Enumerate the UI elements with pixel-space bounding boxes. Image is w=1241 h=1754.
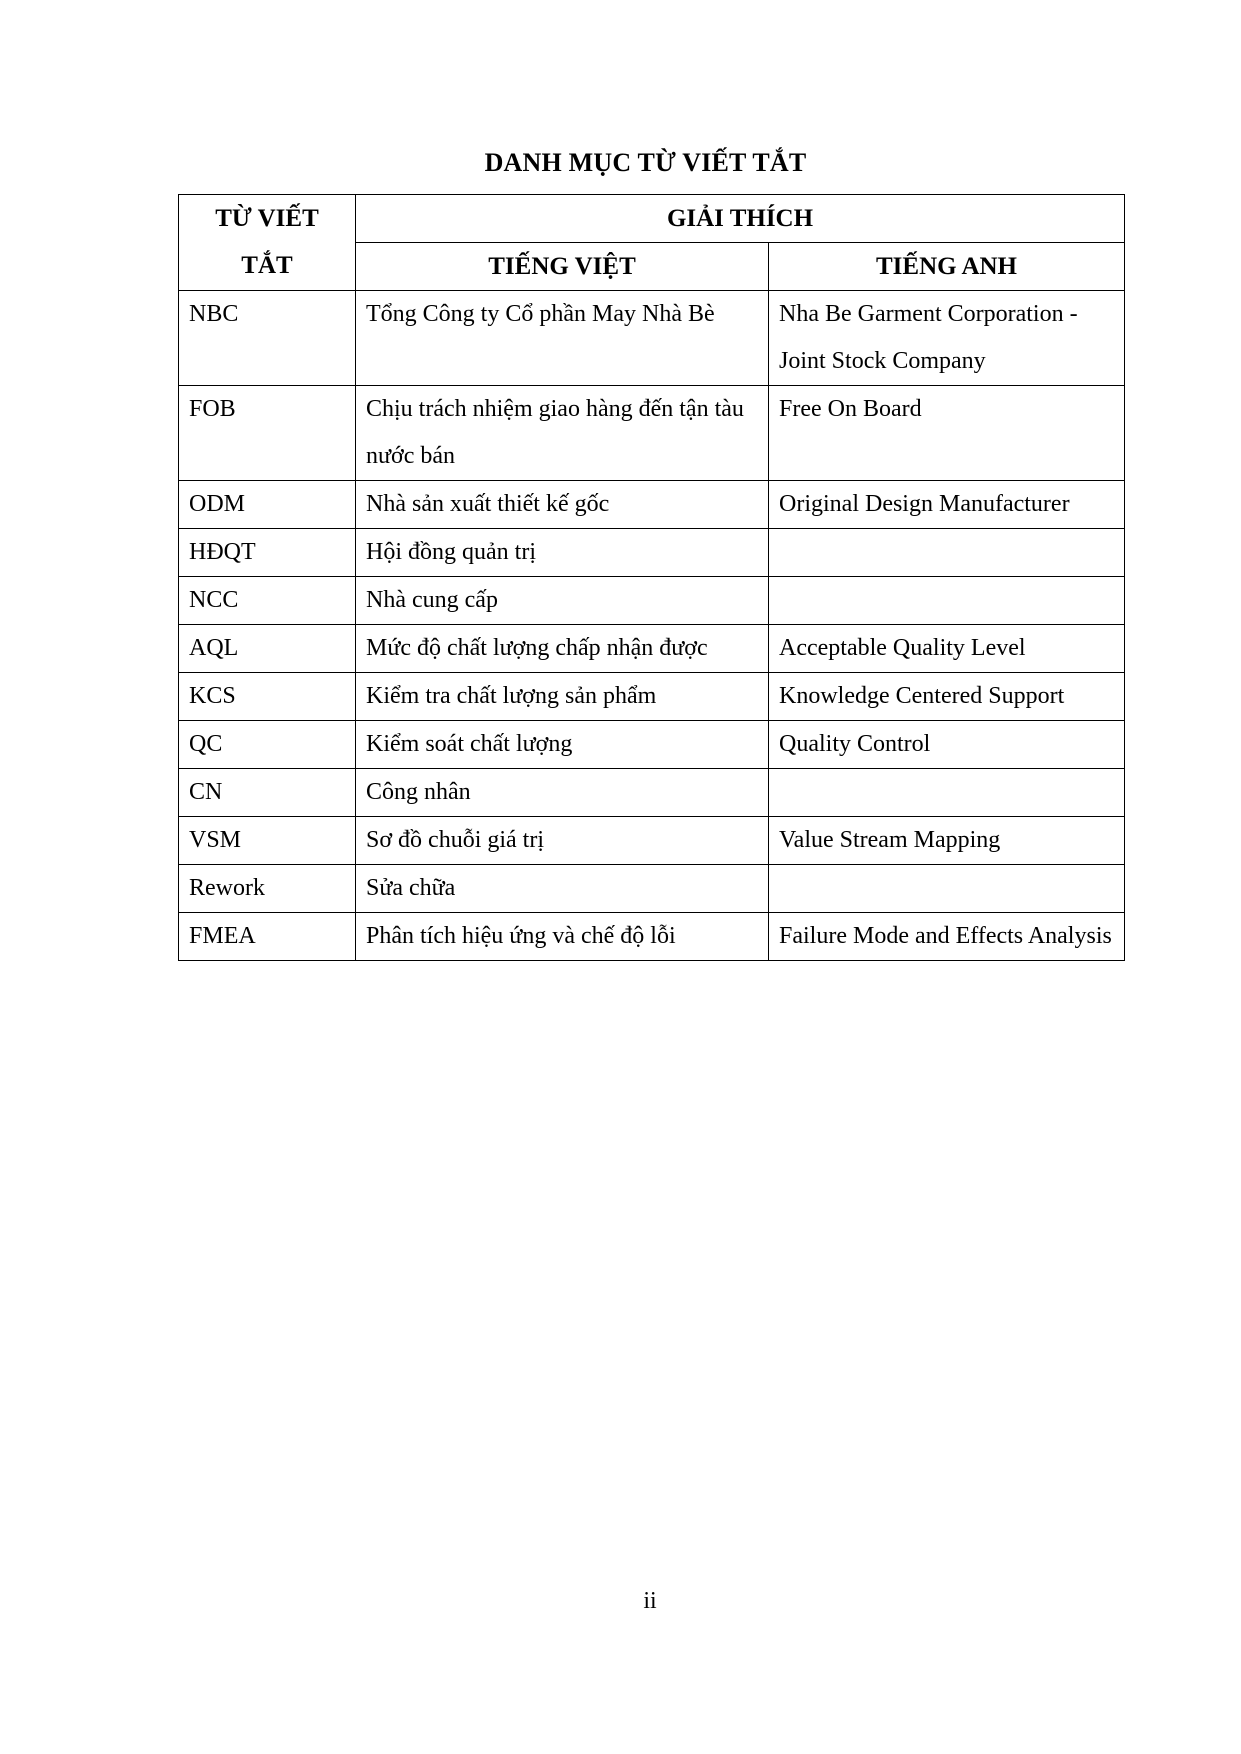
row-vietnamese: Hội đồng quản trị: [356, 529, 769, 577]
row-abbreviation: KCS: [179, 673, 356, 721]
row-vietnamese: Nhà sản xuất thiết kế gốc: [356, 481, 769, 529]
table-row: [179, 577, 1125, 625]
row-english: Failure Mode and Effects Analysis: [769, 913, 1125, 961]
row-vietnamese: Chịu trách nhiệm giao hàng đến tận tàu nước bán: [356, 386, 769, 481]
row-abbreviation: CN: [179, 769, 356, 817]
row-abbreviation: Rework: [179, 865, 356, 913]
table-row: [179, 721, 1125, 769]
row-abbreviation: NCC: [179, 577, 356, 625]
page-number: ii: [643, 1588, 657, 1614]
table-row: [179, 769, 1125, 817]
page-title: DANH MỤC TỪ VIẾT TẮT: [484, 148, 807, 177]
row-english: Nha Be Garment Corporation - Joint Stock Company: [769, 291, 1125, 386]
abbreviation-table: [178, 194, 1125, 961]
header-abbreviation-line1: TỪ VIẾT: [215, 205, 319, 232]
row-vietnamese: Phân tích hiệu ứng và chế độ lỗi: [356, 913, 769, 961]
row-abbreviation: QC: [179, 721, 356, 769]
header-explanation: GIẢI THÍCH: [356, 195, 1125, 243]
row-vietnamese: Sơ đồ chuỗi giá trị: [356, 817, 769, 865]
header-abbreviation-line2: TẮT: [241, 252, 293, 279]
row-english: [769, 865, 1125, 913]
table-header-row: [179, 195, 1125, 243]
row-vietnamese: Tổng Công ty Cổ phần May Nhà Bè: [356, 291, 769, 386]
row-abbreviation: HĐQT: [179, 529, 356, 577]
table-row: [179, 529, 1125, 577]
row-vietnamese: Nhà cung cấp: [356, 577, 769, 625]
table-row: [179, 817, 1125, 865]
row-english: Knowledge Centered Support: [769, 673, 1125, 721]
table-row: [179, 865, 1125, 913]
row-english: Free On Board: [769, 386, 1125, 481]
row-vietnamese: Kiểm soát chất lượng: [356, 721, 769, 769]
table-row: [179, 625, 1125, 673]
row-abbreviation: FMEA: [179, 913, 356, 961]
row-vietnamese: Sửa chữa: [356, 865, 769, 913]
row-english: Original Design Manufacturer: [769, 481, 1125, 529]
row-abbreviation: ODM: [179, 481, 356, 529]
header-vietnamese: TIẾNG VIỆT: [356, 243, 769, 291]
row-english: Acceptable Quality Level: [769, 625, 1125, 673]
row-abbreviation: AQL: [179, 625, 356, 673]
row-abbreviation: VSM: [179, 817, 356, 865]
row-english: Value Stream Mapping: [769, 817, 1125, 865]
row-vietnamese: Kiểm tra chất lượng sản phẩm: [356, 673, 769, 721]
row-vietnamese: Công nhân: [356, 769, 769, 817]
header-english: TIẾNG ANH: [769, 243, 1125, 291]
row-vietnamese: Mức độ chất lượng chấp nhận được: [356, 625, 769, 673]
row-english: Quality Control: [769, 721, 1125, 769]
table-row: [179, 673, 1125, 721]
table-row: [179, 913, 1125, 961]
table-row: [179, 481, 1125, 529]
row-abbreviation: NBC: [179, 291, 356, 386]
header-abbreviation: [179, 195, 356, 291]
row-abbreviation: FOB: [179, 386, 356, 481]
row-english: [769, 769, 1125, 817]
table-row: [179, 386, 1125, 481]
row-english: [769, 577, 1125, 625]
table-row: [179, 291, 1125, 386]
row-english: [769, 529, 1125, 577]
